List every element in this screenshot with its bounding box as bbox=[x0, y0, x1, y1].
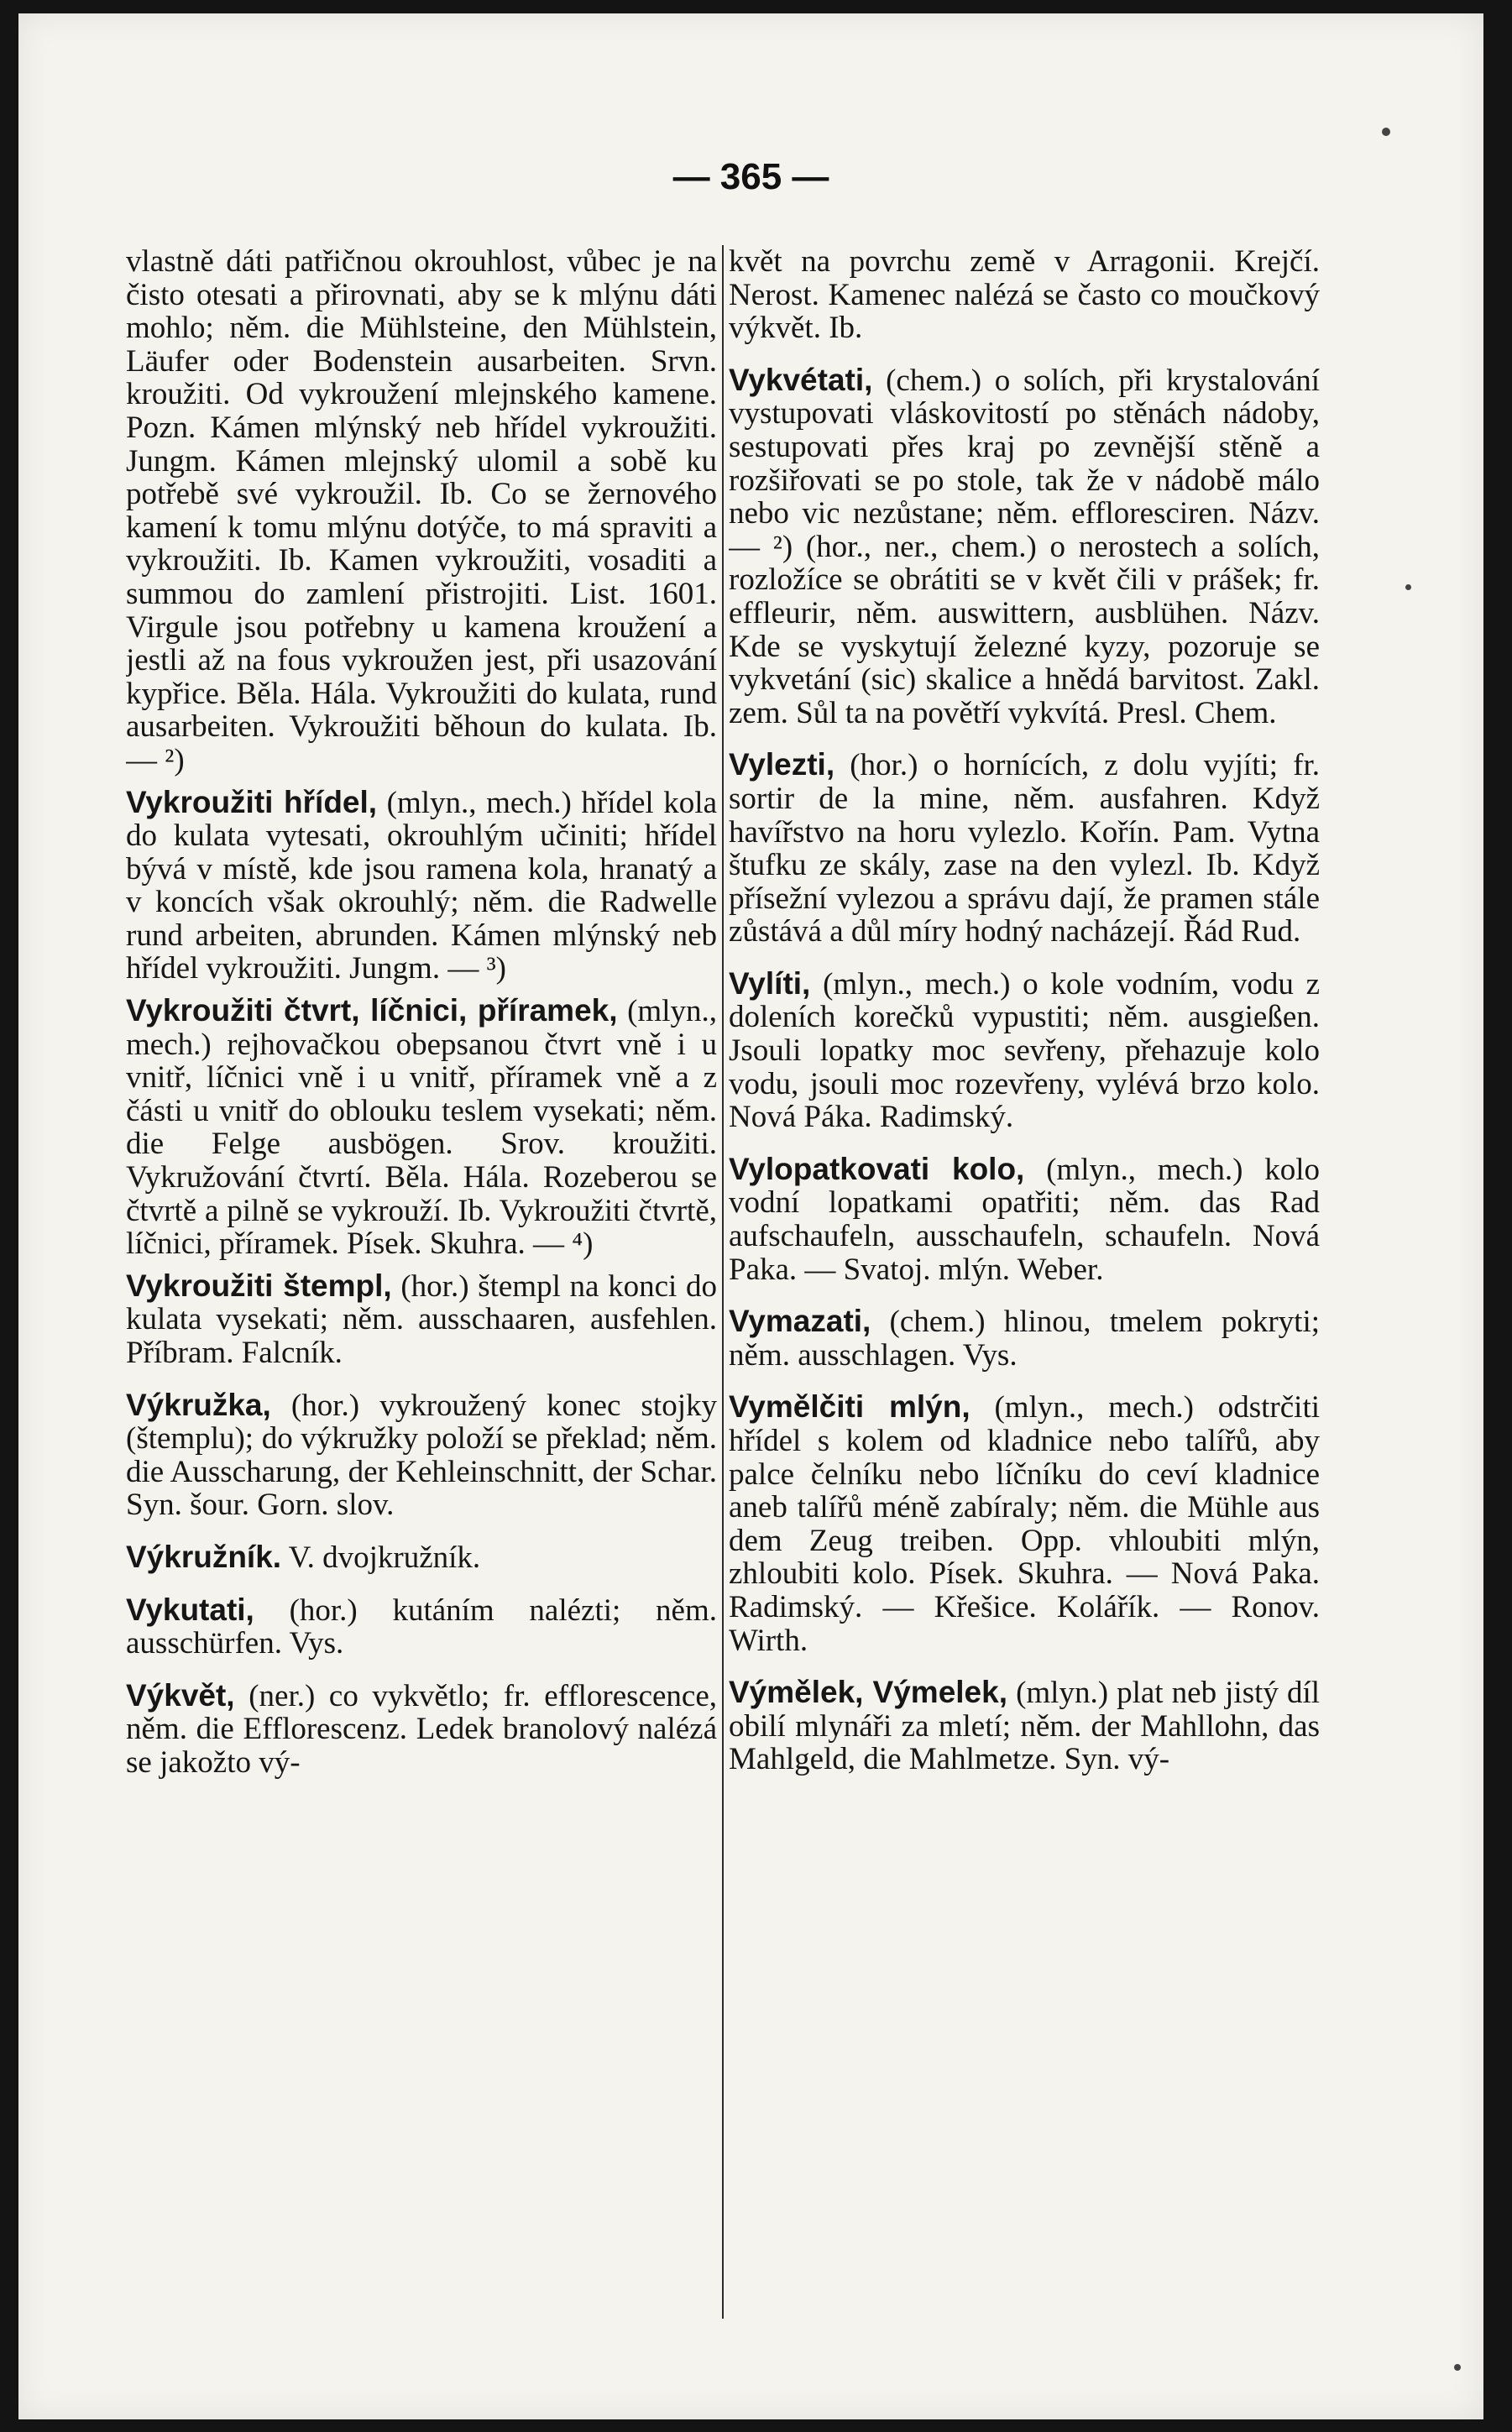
entry-text: (mlyn., mech.) rejhovačkou obepsanou čtvrt vně i u vnitř, líčnici vně i u vnitř, příramek vně a z části u vnitř do oblouku teslem vysekati; něm. die Felge ausbögen. Srov. kroužiti. Vykružování čtvrtí. Běla. Hála. Rozeberou se čtvrtě a pilně se vykrouží. Ib. Vykroužiti čtvrtě, líčnici, příramek. Písek. Skuhra. — ⁴) bbox=[126, 994, 717, 1262]
entry-paragraph bbox=[126, 994, 717, 1261]
entry-headword: Vylíti, bbox=[729, 965, 811, 1001]
entry-text: (hor.) kutáním nalézti; něm. ausschürfen. Vys. bbox=[126, 1593, 717, 1661]
entry-paragraph bbox=[729, 1153, 1320, 1286]
column-divider bbox=[722, 245, 724, 2319]
page-number: — 365 — bbox=[672, 156, 829, 197]
entry-text: (hor.) štempl na konci do kulata vysekati; něm. ausschaaren, ausfehlen. Příbram. Falcník. bbox=[126, 1268, 717, 1370]
entry-paragraph bbox=[126, 1269, 717, 1370]
entry-text: V. dvojkružník. bbox=[288, 1540, 481, 1575]
entry-headword: Vymazati, bbox=[729, 1304, 871, 1339]
entry-text: (mlyn., mech.) o kole vodním, vodu z doleních korečků vypustiti; něm. ausgießen. Jsouli lopatky moc sevřeny, přehazuje kolo vodu, jsouli moc rozevřeny, vylévá brzo kolo. Nová Páka. Radimský. bbox=[729, 966, 1320, 1135]
entry-paragraph bbox=[729, 1390, 1320, 1657]
paper-speck bbox=[1382, 128, 1390, 136]
entry-headword: Vykvétati, bbox=[729, 362, 873, 397]
entry-paragraph bbox=[126, 1593, 717, 1661]
entry-headword: Výkružka, bbox=[126, 1387, 271, 1422]
entry-headword: Vykroužiti hřídel, bbox=[126, 784, 378, 819]
entry-headword: Vymělčiti mlýn, bbox=[729, 1389, 971, 1425]
entry-headword: Výkružník. bbox=[126, 1539, 282, 1574]
left-column bbox=[126, 245, 717, 2361]
entry-text: (hor.) o hornících, z dolu vyjíti; fr. sortir de la mine, něm. ausfahren. Když havířstvo na horu vylezlo. Kořín. Pam. Vytna štufku ze skály, zase na den vylezl. Ib. Když přísežní vylezou a správu dají, že pramen stále zůstává a důl míry hodný nacházejí. Řád Rud. bbox=[729, 748, 1320, 949]
entry-paragraph bbox=[729, 748, 1320, 949]
entry-paragraph bbox=[126, 786, 717, 986]
entry-text: květ na povrchu země v Arragonii. Krejčí. Nerost. Kamenec nalézá se často co moučkový výkvět. Ib. bbox=[729, 245, 1320, 346]
entry-paragraph bbox=[126, 1540, 717, 1575]
entry-text: (hor.) vykroužený konec stojky (štemplu); do výkružky položí se překlad; něm. die Ausscharung, der Kehleinschnitt, der Schar. Syn. šour. Gorn. slov. bbox=[126, 1388, 717, 1523]
entry-headword: Vykutati, bbox=[126, 1592, 254, 1627]
scanned-page bbox=[18, 13, 1483, 2419]
entry-paragraph bbox=[729, 1305, 1320, 1372]
entry-text: (mlyn., mech.) odstrčiti hřídel s kolem od kladnice nebo talířů, aby palce čelníku nebo líčníku do ceví kladnice aneb talířů méně zabíraly; něm. die Mühle aus dem Zeug treiben. Opp. vhloubiti mlýn, zhloubiti kolo. Písek. Skuhra. — Nová Paka. Radimský. — Křešice. Kolářík. — Ronov. Wirth. bbox=[729, 1390, 1320, 1658]
entry-headword: Vylopatkovati kolo, bbox=[729, 1151, 1025, 1186]
entry-headword: Výkvět, bbox=[126, 1677, 235, 1713]
entry-text: (mlyn., mech.) kolo vodní lopatkami opatřiti; něm. das Rad aufschaufeln, ausschaufeln, schaufeln. Nová Paka. — Svatoj. mlýn. Weber. bbox=[729, 1152, 1320, 1287]
entry-headword: Vylezti, bbox=[729, 747, 835, 782]
entry-paragraph bbox=[729, 967, 1320, 1134]
entry-paragraph bbox=[729, 245, 1320, 345]
entry-paragraph bbox=[126, 1679, 717, 1780]
entry-text: (ner.) co vykvětlo; fr. efflorescence, něm. die Efflorescenz. Ledek branolový nalézá se jakožto vý- bbox=[126, 1678, 717, 1780]
entry-text: (mlyn.) plat neb jistý díl obilí mlynáři za mletí; něm. der Mahllohn, das Mahlgeld, die Mahlmetze. Syn. vý- bbox=[729, 1676, 1320, 1777]
right-column bbox=[729, 245, 1320, 2361]
entry-headword: Výmělek, Výmelek, bbox=[729, 1675, 1007, 1710]
entry-paragraph bbox=[126, 1389, 717, 1522]
paper-speck bbox=[1405, 584, 1411, 590]
entry-paragraph bbox=[126, 245, 717, 777]
entry-paragraph bbox=[729, 363, 1320, 730]
entry-headword: Vykroužiti štempl, bbox=[126, 1268, 392, 1303]
entry-text: (chem.) o solích, při krystalování vystupovati vláskovitostí po stěnách nádoby, sestupovati přes kraj po zevnější stěně a rozšiřovati se po stole, tak že v nádobě málo nebo vic nezůstane; něm. effloresciren. Názv. — ²) (hor., ner., chem.) o nerostech a solích, rozložíce se obrátiti se v květ čili v prášek; fr. effleurir, něm. auswittern, ausblühen. Názv. Kde se vyskytují železné kyzy, pozoruje se vykvetání (sic) skalice a hnědá barvitost. Zakl. zem. Sůl ta na povětří vykvítá. Presl. Chem. bbox=[729, 363, 1320, 730]
paper-speck bbox=[1454, 2364, 1461, 2371]
entry-text: vlastně dáti patřičnou okrouhlost, vůbec je na čisto otesati a přirovnati, aby se k mlýnu dáti mohlo; něm. die Mühlsteine, den Mühlstein, Läufer oder Bodenstein ausarbeiten. Srvn. kroužiti. Od vykroužení mlejnského kamene. Pozn. Kámen mlýnský neb hřídel vykroužiti. Jungm. Kámen mlejnský ulomil a sobě ku potřebě své vykroužil. Ib. Co se žernového kamení k tomu mlýnu dotýče, to má spraviti a vykroužiti. Ib. Kamen vykroužiti, vosaditi a summou do zamlení přistrojiti. List. 1601. Virgule jsou potřebny u kamena kroužení a jestli až na fous vykroužen jest, při usazování kypřice. Běla. Hála. Vykroužiti do kulata, rund ausarbeiten. Vykroužiti běhoun do kulata. Ib. — ²) bbox=[126, 245, 717, 777]
entry-text: (mlyn., mech.) hřídel kola do kulata vytesati, okrouhlým učiniti; hřídel bývá v místě, kde jsou ramena kola, hranatý a v koncích však okrouhlý; něm. die Radwelle rund arbeiten, abrunden. Kámen mlýnský neb hřídel vykroužiti. Jungm. — ³) bbox=[126, 785, 717, 986]
entry-text: (chem.) hlinou, tmelem pokryti; něm. ausschlagen. Vys. bbox=[729, 1305, 1320, 1373]
entry-paragraph bbox=[729, 1676, 1320, 1776]
entry-headword: Vykroužiti čtvrt, líčnici, příramek, bbox=[126, 993, 618, 1028]
